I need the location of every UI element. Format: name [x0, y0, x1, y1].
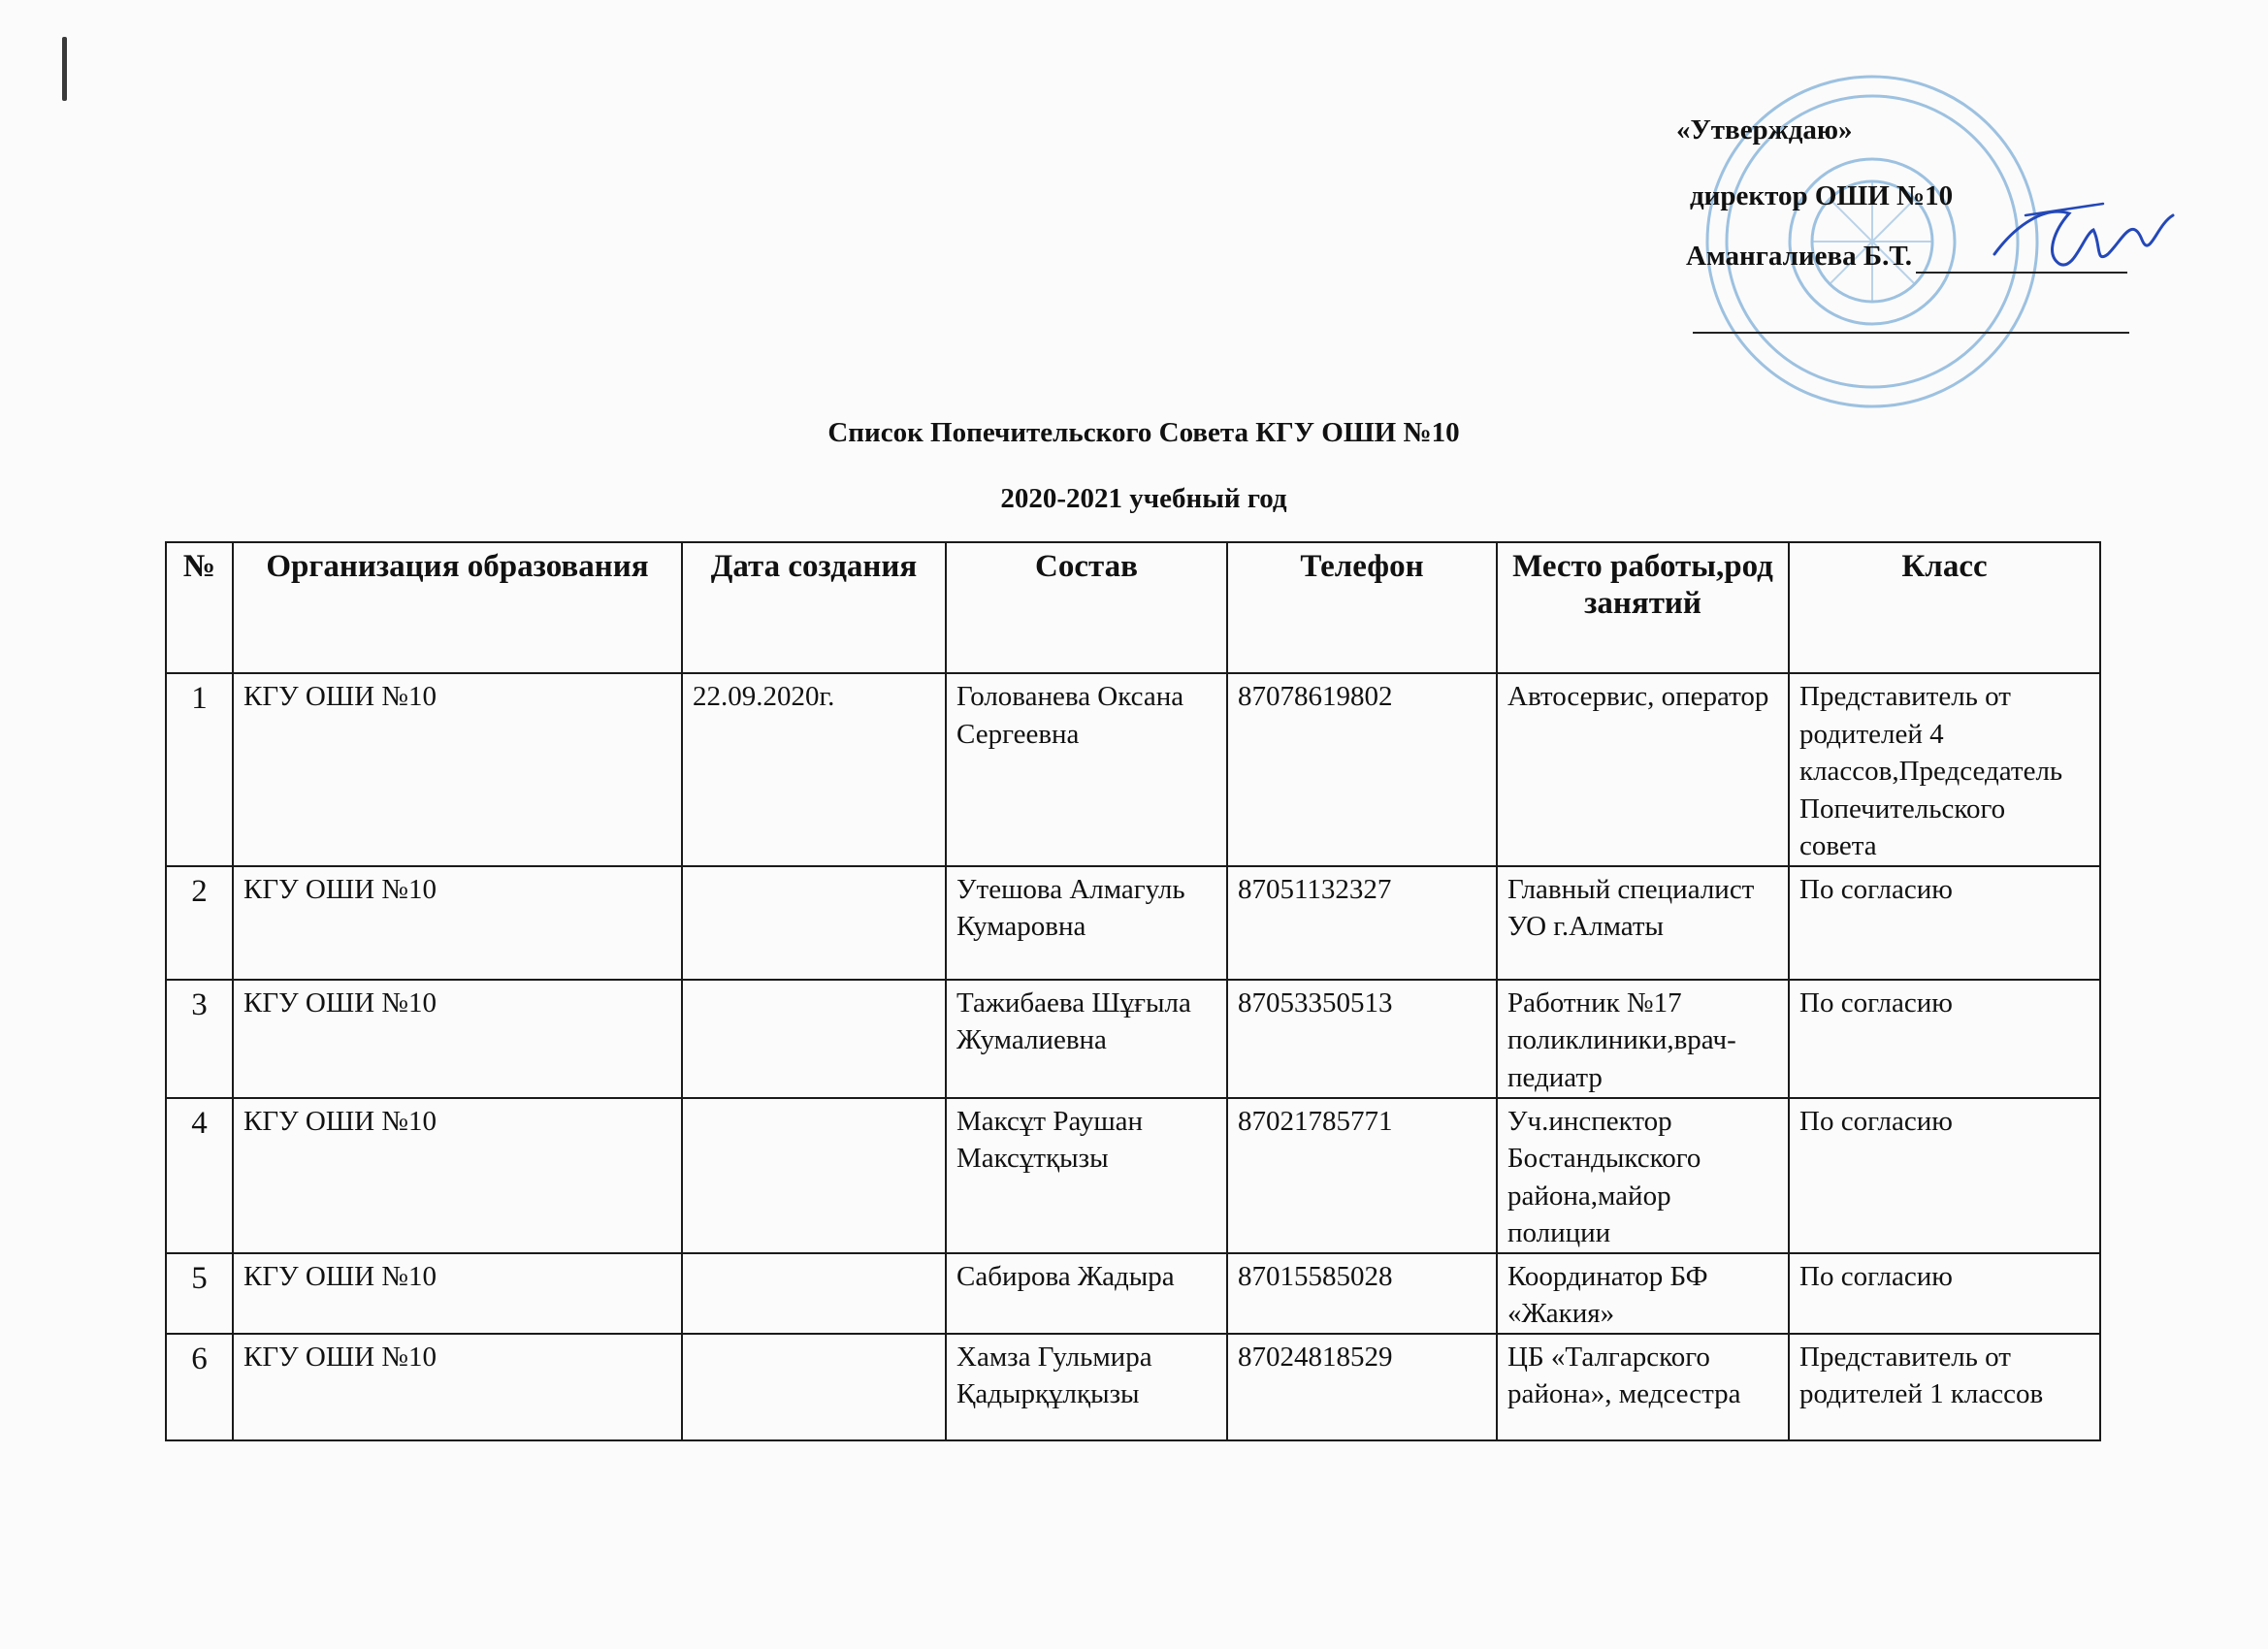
table-row — [166, 1253, 2100, 1334]
table-row — [166, 980, 2100, 1098]
row-organization: КГУ ОШИ №10 — [233, 673, 682, 866]
approval-name: Амангалиева Б.Т. — [1686, 241, 1913, 272]
row-number: 2 — [166, 866, 233, 980]
row-member: Голованева Оксана Сергеевна — [946, 673, 1227, 866]
row-member: Утешова Алмагуль Кумаровна — [946, 866, 1227, 980]
row-workplace: Автосервис, оператор — [1497, 673, 1789, 866]
row-organization: КГУ ОШИ №10 — [233, 1098, 682, 1253]
document-subtitle: 2020-2021 учебный год — [1000, 483, 1287, 514]
row-date — [682, 1334, 946, 1440]
row-phone: 87053350513 — [1227, 980, 1497, 1098]
row-phone: 87021785771 — [1227, 1098, 1497, 1253]
header-number: № — [166, 542, 233, 673]
row-workplace: ЦБ «Талгарского района», медсестра — [1497, 1334, 1789, 1440]
header-member: Состав — [946, 542, 1227, 673]
scan-artifact — [62, 37, 67, 101]
table-row — [166, 866, 2100, 980]
row-number: 5 — [166, 1253, 233, 1334]
approval-role: директор ОШИ №10 — [1690, 180, 1954, 211]
row-member: Тажибаева Шұғыла Жумалиевна — [946, 980, 1227, 1098]
row-class: Представитель от родителей 1 классов — [1789, 1334, 2100, 1440]
row-number: 3 — [166, 980, 233, 1098]
row-date — [682, 980, 946, 1098]
table-row — [166, 1098, 2100, 1253]
row-organization: КГУ ОШИ №10 — [233, 1253, 682, 1334]
handwritten-signature — [1987, 186, 2181, 293]
header-class: Класс — [1789, 542, 2100, 673]
row-class: По согласию — [1789, 1098, 2100, 1253]
table-row — [166, 1334, 2100, 1440]
header-organization: Организация образования — [233, 542, 682, 673]
council-table — [165, 541, 2101, 1441]
row-workplace: Главный специалист УО г.Алматы — [1497, 866, 1789, 980]
header-workplace: Место работы,род занятий — [1497, 542, 1789, 673]
row-date — [682, 866, 946, 980]
row-date — [682, 1253, 946, 1334]
row-class: Представитель от родителей 4 классов,Председатель Попечительского совета — [1789, 673, 2100, 866]
header-phone: Телефон — [1227, 542, 1497, 673]
table-header-row — [166, 542, 2100, 673]
row-number: 1 — [166, 673, 233, 866]
row-member: Сабирова Жадыра — [946, 1253, 1227, 1334]
row-workplace: Уч.инспектор Бостандыкского района,майор полиции — [1497, 1098, 1789, 1253]
row-workplace: Работник №17 поликлиники,врач-педиатр — [1497, 980, 1789, 1098]
approval-title: «Утверждаю» — [1676, 114, 1853, 146]
row-phone: 87078619802 — [1227, 673, 1497, 866]
row-date — [682, 1098, 946, 1253]
row-organization: КГУ ОШИ №10 — [233, 980, 682, 1098]
row-number: 4 — [166, 1098, 233, 1253]
row-class: По согласию — [1789, 866, 2100, 980]
row-member: Хамза Гульмира Қадырқұлқызы — [946, 1334, 1227, 1440]
row-member: Максұт Раушан Максұтқызы — [946, 1098, 1227, 1253]
approval-underline — [1693, 332, 2129, 334]
row-organization: КГУ ОШИ №10 — [233, 1334, 682, 1440]
table-row — [166, 673, 2100, 866]
document-title: Список Попечительского Совета КГУ ОШИ №10 — [827, 417, 1460, 448]
row-workplace: Координатор БФ «Жакия» — [1497, 1253, 1789, 1334]
row-organization: КГУ ОШИ №10 — [233, 866, 682, 980]
row-class: По согласию — [1789, 1253, 2100, 1334]
row-phone: 87015585028 — [1227, 1253, 1497, 1334]
row-number: 6 — [166, 1334, 233, 1440]
row-phone: 87024818529 — [1227, 1334, 1497, 1440]
header-date: Дата создания — [682, 542, 946, 673]
row-date: 22.09.2020г. — [682, 673, 946, 866]
row-class: По согласию — [1789, 980, 2100, 1098]
row-phone: 87051132327 — [1227, 866, 1497, 980]
